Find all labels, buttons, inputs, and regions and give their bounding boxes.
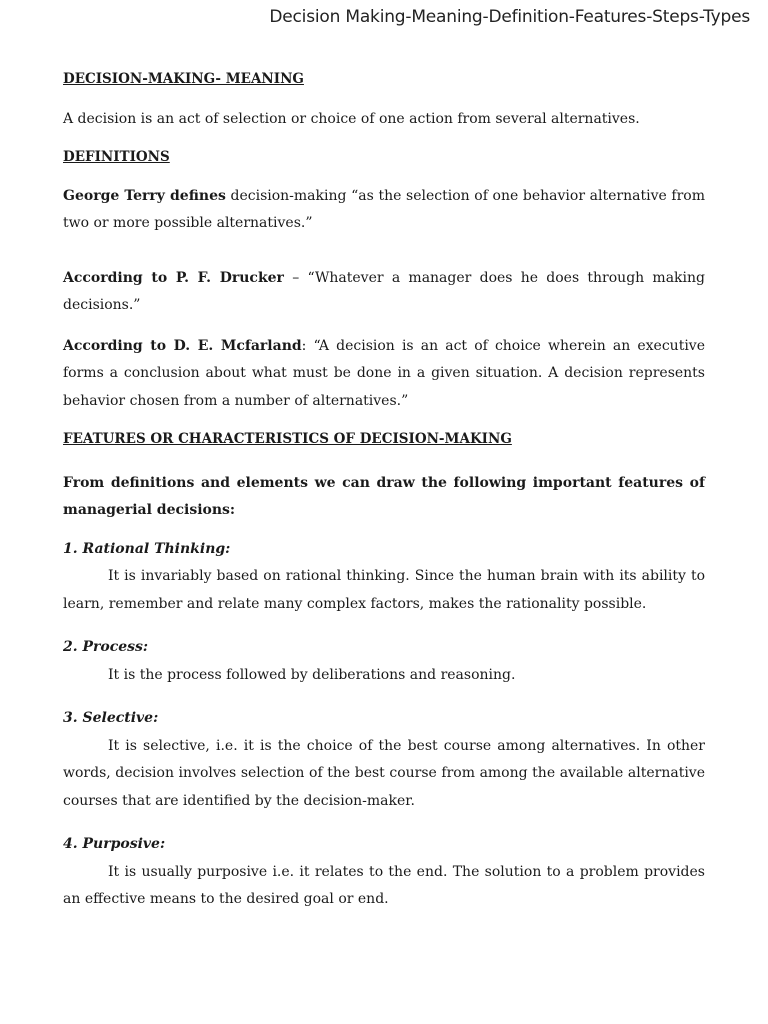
feature-title-purposive: 4. Purposive: (63, 836, 166, 852)
definition-mcfarland (63, 333, 705, 416)
features-intro: From definitions and elements we can draw the following important features of managerial decisions: (63, 474, 705, 518)
feature-text-rational: It is invariably based on rational thinking. Since the human brain with its ability to learn, remember and relate many complex factors, makes the rationality possible. (63, 568, 705, 612)
definition-terry (63, 183, 705, 238)
definitions-heading: DEFINITIONS (63, 149, 170, 165)
feature-title-process: 2. Process: (63, 639, 149, 655)
meaning-heading: DECISION-MAKING- MEANING (63, 71, 304, 87)
definition-lead: According to P. F. Drucker (63, 269, 284, 286)
definition-text: – “Whatever a manager does he does through making decisions.” (63, 269, 705, 313)
feature-title-selective: 3. Selective: (63, 710, 159, 726)
feature-title-rational: 1. Rational Thinking: (63, 540, 231, 557)
document-body (63, 66, 705, 914)
feature-text-purposive: It is usually purposive i.e. it relates to the end. The solution to a problem provides an effective means to the desired goal or end. (63, 863, 705, 907)
definition-text: decision-making “as the selection of one behavior alternative from two or more possible alternatives.” (63, 187, 705, 231)
definition-lead: George Terry defines (63, 187, 226, 204)
definition-text: : “A decision is an act of choice wherein an executive forms a conclusion about what must be done in a given situation. A decision represents behavior chosen from a number of alternatives.” (63, 337, 705, 409)
features-heading: FEATURES OR CHARACTERISTICS OF DECISION-MAKING (63, 431, 512, 447)
definition-lead: According to D. E. Mcfarland (63, 337, 302, 354)
running-header: Decision Making-Meaning-Definition-Features-Steps-Types (269, 7, 750, 27)
feature-text-process: It is the process followed by deliberations and reasoning. (108, 666, 516, 683)
feature-text-selective: It is selective, i.e. it is the choice of the best course among alternatives. In other words, decision involves selection of the best course from among the available alternative courses that are identified by the decision-maker. (63, 737, 705, 809)
definition-drucker (63, 265, 705, 320)
meaning-text: A decision is an act of selection or choice of one action from several alternatives. (63, 110, 640, 127)
